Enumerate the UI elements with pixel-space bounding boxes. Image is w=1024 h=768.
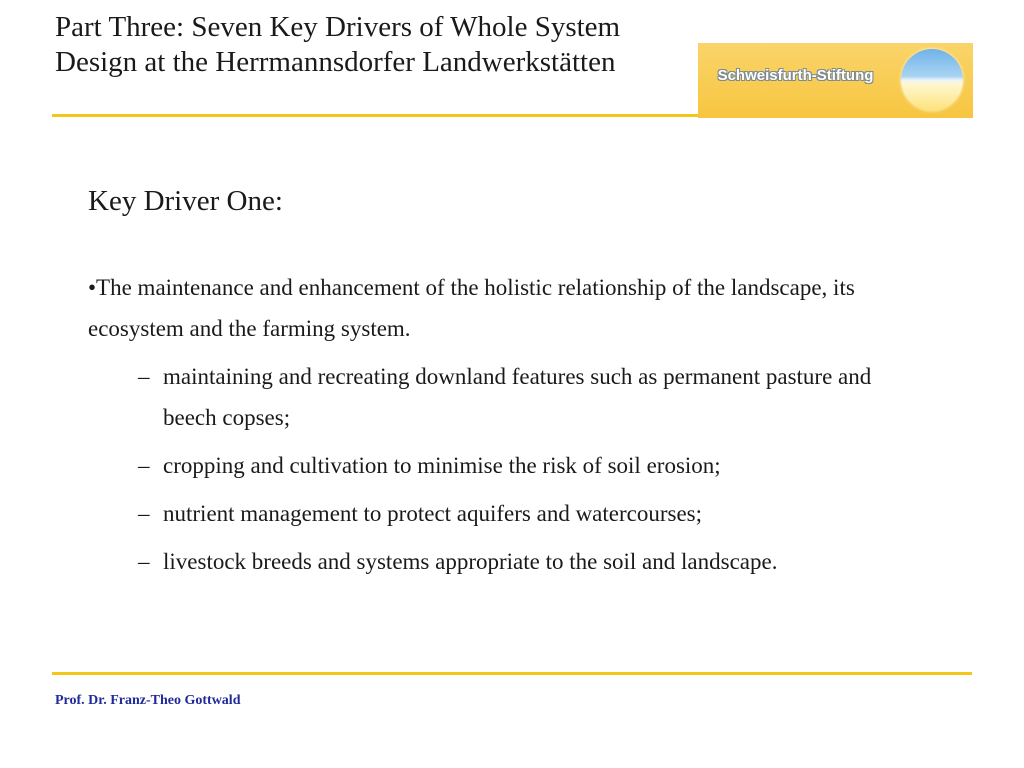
sub-bullet-list	[138, 356, 878, 589]
main-bullet: •The maintenance and enhancement of the holistic relationship of the landscape, its ecosystem and the farming system.	[88, 275, 855, 341]
footer-divider	[52, 672, 972, 675]
dash-marker: –	[138, 549, 150, 574]
sub-bullet-text: maintaining and recreating downland features such as permanent pasture and beech copses;	[163, 364, 872, 430]
slide-title: Part Three: Seven Key Drivers of Whole System Design at the Herrmannsdorfer Landwerkstätten	[55, 11, 621, 78]
dash-marker: –	[138, 501, 150, 526]
dash-marker: –	[138, 364, 150, 389]
sub-bullet-item	[138, 356, 878, 438]
foundation-logo	[698, 43, 973, 118]
logo-wordmark: Schweisfurth-Stiftung	[717, 67, 874, 84]
sub-bullet-text: nutrient management to protect aquifers and watercourses;	[163, 501, 703, 526]
sun-horizon-icon	[901, 49, 963, 111]
sub-bullet-item	[138, 445, 878, 486]
sub-bullet-text: livestock breeds and systems appropriate to the soil and landscape.	[163, 549, 778, 574]
sub-bullet-text: cropping and cultivation to minimise the risk of soil erosion;	[163, 453, 721, 478]
dash-marker: –	[138, 453, 150, 478]
sub-bullet-item	[138, 541, 878, 582]
footer-author: Prof. Dr. Franz-Theo Gottwald	[55, 693, 241, 708]
sub-bullet-item	[138, 493, 878, 534]
section-heading: Key Driver One:	[88, 185, 283, 217]
